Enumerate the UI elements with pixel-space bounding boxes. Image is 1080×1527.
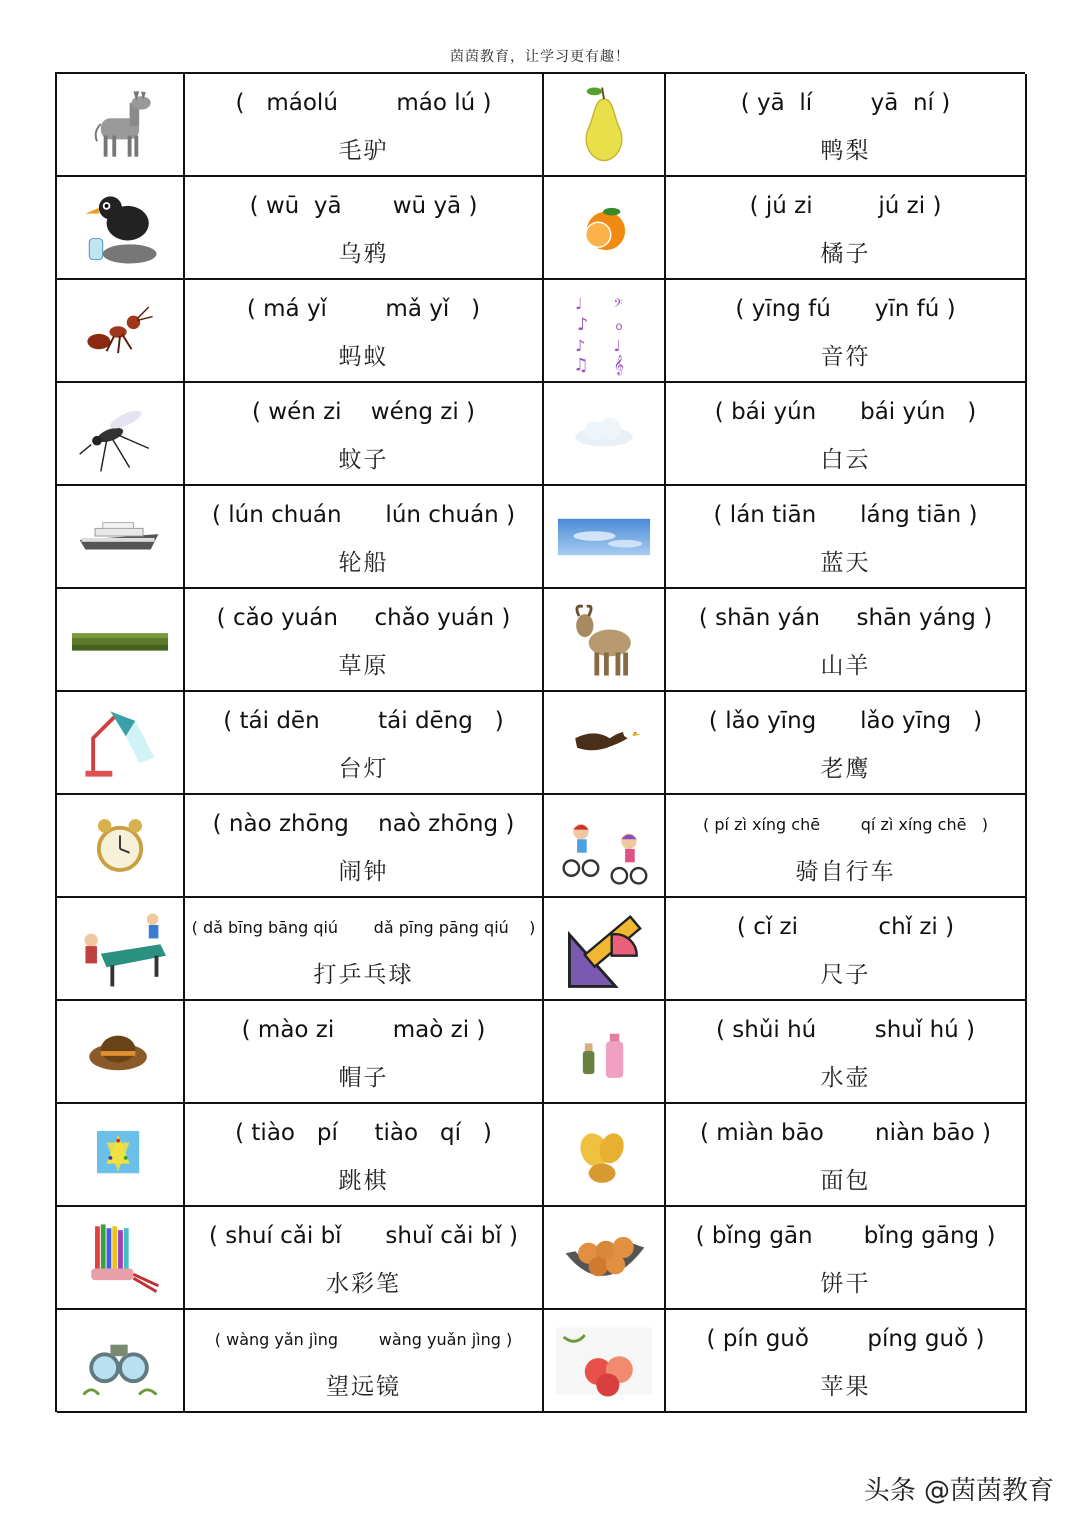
picture-cell xyxy=(544,1310,666,1413)
pinyin-options: ( shān yán shān yáng ) xyxy=(698,605,993,631)
crow-icon xyxy=(72,183,168,273)
pinyin-options: ( wén zi wéng zi ) xyxy=(251,399,476,425)
word-cell xyxy=(185,1001,544,1104)
picture-cell xyxy=(544,486,666,589)
chinese-word: 尺子 xyxy=(820,962,871,988)
picture-cell xyxy=(544,280,666,383)
word-cell xyxy=(666,1207,1027,1310)
pinyin-options: ( shǔi hú shuǐ hú ) xyxy=(715,1017,976,1043)
pear-icon xyxy=(556,80,652,170)
chinese-word: 蚂蚁 xyxy=(338,344,389,370)
blue-sky-icon xyxy=(556,492,652,582)
chinese-word: 水壶 xyxy=(820,1065,871,1091)
word-cell xyxy=(666,692,1027,795)
picture-cell xyxy=(544,1104,666,1207)
pinyin-options: ( pín guǒ píng guǒ ) xyxy=(706,1326,985,1352)
svg-text:𝄢: 𝄢 xyxy=(613,297,623,313)
bread-icon xyxy=(556,1110,652,1200)
word-cell xyxy=(666,1310,1027,1413)
pinyin-options: ( lún chuán lún chuán ) xyxy=(211,502,516,528)
watercolor-pens-icon xyxy=(72,1213,168,1303)
word-cell xyxy=(666,1104,1027,1207)
desk-lamp-icon xyxy=(72,698,168,788)
chinese-checkers-icon xyxy=(72,1110,168,1200)
ship-icon xyxy=(72,492,168,582)
pinyin-options: ( wū yā wū yā ) xyxy=(249,193,478,219)
word-cell xyxy=(185,589,544,692)
ping-pong-icon xyxy=(72,904,168,994)
word-cell xyxy=(666,383,1027,486)
watermark: 头条 @茵茵教育 xyxy=(863,1476,1054,1506)
svg-text:♪: ♪ xyxy=(577,314,589,335)
ruler-icon xyxy=(556,904,652,994)
chinese-word: 帽子 xyxy=(338,1065,389,1091)
picture-cell xyxy=(544,795,666,898)
svg-text:♫: ♫ xyxy=(573,354,589,375)
word-cell xyxy=(185,1104,544,1207)
hat-icon xyxy=(72,1007,168,1097)
pinyin-options: ( dǎ bīng bāng qiú dǎ pīng pāng qiú ) xyxy=(191,917,536,937)
chinese-word: 望远镜 xyxy=(326,1374,401,1400)
chinese-word: 闹钟 xyxy=(338,859,389,885)
word-cell xyxy=(185,795,544,898)
word-cell xyxy=(185,898,544,1001)
pinyin-options: ( nào zhōng naò zhōng ) xyxy=(212,811,515,837)
chinese-word: 饼干 xyxy=(820,1271,871,1297)
svg-text:𝄞: 𝄞 xyxy=(613,354,624,375)
chinese-word: 骑自行车 xyxy=(795,859,896,885)
chinese-word: 蓝天 xyxy=(820,550,871,576)
picture-cell xyxy=(544,177,666,280)
ant-icon xyxy=(72,286,168,376)
word-cell xyxy=(666,1001,1027,1104)
biscuits-icon xyxy=(556,1213,652,1303)
picture-cell xyxy=(544,692,666,795)
svg-text:o: o xyxy=(615,318,623,333)
word-cell xyxy=(666,589,1027,692)
word-cell xyxy=(666,898,1027,1001)
picture-cell xyxy=(57,74,185,177)
picture-cell xyxy=(57,1207,185,1310)
alarm-clock-icon xyxy=(72,801,168,891)
picture-cell xyxy=(57,589,185,692)
pinyin-options: ( tái dēn tái dēng ) xyxy=(223,708,504,734)
pinyin-options: ( máolú máo lú ) xyxy=(235,90,492,116)
pinyin-options: ( shuí cǎi bǐ shuǐ cǎi bǐ ) xyxy=(209,1223,518,1249)
chinese-word: 苹果 xyxy=(820,1374,871,1400)
apples-icon xyxy=(556,1316,652,1406)
binoculars-icon xyxy=(72,1316,168,1406)
svg-text:♪: ♪ xyxy=(575,336,586,355)
mosquito-icon xyxy=(72,389,168,479)
word-grid xyxy=(55,72,1025,1412)
pinyin-options: ( pí zì xíng chē qí zì xíng chē ) xyxy=(703,814,988,834)
word-cell xyxy=(666,486,1027,589)
word-cell xyxy=(666,280,1027,383)
chinese-word: 乌鸦 xyxy=(338,241,389,267)
word-cell xyxy=(666,74,1027,177)
picture-cell xyxy=(544,74,666,177)
chinese-word: 毛驴 xyxy=(338,138,389,164)
orange-icon xyxy=(556,183,652,273)
pinyin-options: ( má yǐ mǎ yǐ ) xyxy=(246,296,481,322)
word-cell xyxy=(185,177,544,280)
picture-cell xyxy=(544,383,666,486)
word-cell xyxy=(666,795,1027,898)
chinese-word: 音符 xyxy=(820,344,871,370)
picture-cell xyxy=(544,1001,666,1104)
chinese-word: 跳棋 xyxy=(338,1168,389,1194)
pinyin-options: ( yā lí yā ní ) xyxy=(740,90,951,116)
pinyin-options: ( miàn bāo niàn bāo ) xyxy=(699,1120,991,1146)
chinese-word: 蚊子 xyxy=(338,447,389,473)
picture-cell xyxy=(544,898,666,1001)
picture-cell xyxy=(57,1001,185,1104)
pinyin-options: ( lán tiān láng tiān ) xyxy=(713,502,978,528)
page-header: 茵茵教育，让学习更有趣！ xyxy=(450,49,630,65)
chinese-word: 水彩笔 xyxy=(326,1271,401,1297)
music-notes-icon xyxy=(556,286,652,376)
cloud-icon xyxy=(556,389,652,479)
picture-cell xyxy=(57,1104,185,1207)
chinese-word: 打乒乓球 xyxy=(313,962,414,988)
picture-cell xyxy=(57,692,185,795)
bottles-icon xyxy=(556,1007,652,1097)
chinese-word: 鸭梨 xyxy=(820,138,871,164)
picture-cell xyxy=(57,795,185,898)
chinese-word: 老鹰 xyxy=(820,756,871,782)
goat-icon xyxy=(556,595,652,685)
word-cell xyxy=(666,177,1027,280)
word-cell xyxy=(185,280,544,383)
chinese-word: 山羊 xyxy=(820,653,871,679)
picture-cell xyxy=(57,1310,185,1413)
svg-text:♩: ♩ xyxy=(613,336,621,355)
grassland-icon xyxy=(72,595,168,685)
pinyin-options: ( bái yún bái yún ) xyxy=(714,399,977,425)
chinese-word: 草原 xyxy=(338,653,389,679)
pinyin-options: ( yīng fú yīn fú ) xyxy=(735,296,956,322)
pinyin-options: ( lǎo yīng lǎo yīng ) xyxy=(708,708,983,734)
picture-cell xyxy=(57,177,185,280)
word-cell xyxy=(185,486,544,589)
pinyin-options: ( cǎo yuán chǎo yuán ) xyxy=(216,605,511,631)
pinyin-options: ( jú zi jú zi ) xyxy=(749,193,942,219)
chinese-word: 面包 xyxy=(820,1168,871,1194)
chinese-word: 轮船 xyxy=(338,550,389,576)
chinese-word: 白云 xyxy=(820,447,871,473)
pinyin-options: ( wàng yǎn jìng wàng yuǎn jìng ) xyxy=(214,1329,513,1349)
pinyin-options: ( tiào pí tiào qí ) xyxy=(235,1120,492,1146)
pinyin-options: ( cǐ zi chǐ zi ) xyxy=(736,914,955,940)
picture-cell xyxy=(57,383,185,486)
pinyin-options: ( mào zi maò zi ) xyxy=(241,1017,486,1043)
picture-cell xyxy=(544,1207,666,1310)
word-cell xyxy=(185,1310,544,1413)
word-cell xyxy=(185,383,544,486)
pinyin-options: ( bǐng gān bǐng gāng ) xyxy=(695,1223,996,1249)
donkey-icon xyxy=(72,80,168,170)
eagle-icon xyxy=(556,698,652,788)
svg-text:♩: ♩ xyxy=(575,294,583,313)
picture-cell xyxy=(544,589,666,692)
picture-cell xyxy=(57,486,185,589)
picture-cell xyxy=(57,898,185,1001)
chinese-word: 台灯 xyxy=(338,756,389,782)
picture-cell xyxy=(57,280,185,383)
word-cell xyxy=(185,692,544,795)
chinese-word: 橘子 xyxy=(820,241,871,267)
word-cell xyxy=(185,74,544,177)
cyclists-icon xyxy=(556,801,652,891)
word-cell xyxy=(185,1207,544,1310)
